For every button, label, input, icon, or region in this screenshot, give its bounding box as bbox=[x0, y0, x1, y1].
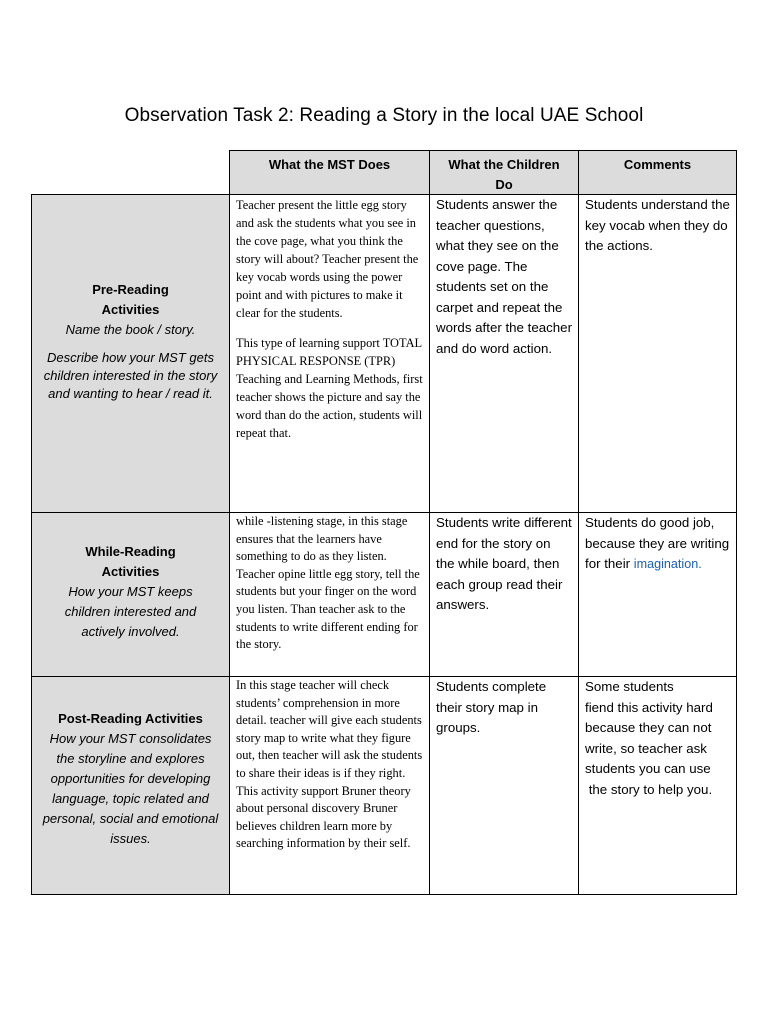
row-label-pre-reading bbox=[31, 194, 230, 513]
row-label-post-reading bbox=[31, 676, 230, 895]
header-children bbox=[429, 150, 579, 195]
pre-reading-heading-1: Pre-Reading bbox=[92, 281, 169, 297]
post-reading-mst bbox=[229, 676, 430, 895]
page-title: Observation Task 2: Reading a Story in the local UAE School bbox=[124, 105, 644, 126]
while-reading-heading-1: While-Reading bbox=[85, 543, 176, 559]
post-reading-children bbox=[429, 676, 579, 895]
pre-reading-children-text: Students answer the teacher questions, what they see on the cove page. The students set on the carpet and repeat the words after the teacher and do word action. bbox=[436, 197, 572, 356]
post-reading-comments-line3: the story to help you. bbox=[585, 781, 713, 797]
header-children-line1: What the Children bbox=[448, 157, 560, 172]
while-reading-comments-blue: imagination. bbox=[633, 557, 702, 571]
pre-reading-mst bbox=[229, 194, 430, 513]
while-reading-children bbox=[429, 512, 579, 677]
header-mst-label: What the MST Does bbox=[268, 157, 391, 172]
post-reading-text-1: How your MST consolidates the storyline and explores opportunities for developing language, topic related and personal, social and emotional issues. bbox=[42, 730, 219, 846]
pre-reading-heading-2: Activities bbox=[101, 301, 160, 317]
header-mst bbox=[229, 150, 430, 195]
pre-reading-text-1: Name the book / story. bbox=[65, 321, 196, 337]
header-children-line2: Do bbox=[495, 177, 513, 192]
while-reading-comments-text: Students do good job, because they are writing for their bbox=[585, 515, 730, 571]
pre-reading-children bbox=[429, 194, 579, 513]
while-reading-mst bbox=[229, 512, 430, 677]
while-reading-mst-text: while -listening stage, in this stage ensures that the learners have something to do as they listen. Teacher opine little egg story, tell the students but your finger on the word you listen. Than teacher ask to the students to write different ending for the story. bbox=[236, 514, 420, 652]
pre-reading-mst-para-2: This type of learning support TOTAL PHYSICAL RESPONSE (TPR) Teaching and Learning Methods, first teacher shows the picture and say the word than do the action, students will repeat that. bbox=[236, 336, 423, 440]
while-reading-comments bbox=[578, 512, 737, 677]
post-reading-heading-1: Post-Reading Activities bbox=[58, 710, 203, 726]
pre-reading-text-2: Describe how your MST gets children interested in the story and wanting to hear / read it. bbox=[43, 349, 218, 401]
pre-reading-comments bbox=[578, 194, 737, 513]
while-reading-text-1: How your MST keeps children interested and actively involved. bbox=[64, 583, 197, 639]
while-reading-heading-2: Activities bbox=[101, 563, 160, 579]
pre-reading-mst-para-1: Teacher present the little egg story and ask the students what you see in the cove page, what you think the story will about? Teacher present the key vocab words using the power point and with pictures to make it clear for the students. bbox=[236, 198, 419, 320]
while-reading-children-text: Students write different end for the story on the while board, then each group read their answers. bbox=[436, 515, 572, 612]
post-reading-mst-text: In this stage teacher will check students’ comprehension in more detail. teacher will give each students story map to write what they figure out, then teacher will ask the students to share their ideas is if they right. This activity support Bruner theory about personal discovery Bruner believes children learn more by searching information by their self. bbox=[236, 678, 423, 851]
post-reading-comments-line2: fiend this activity hard because they can not write, so teacher ask students you can use bbox=[585, 699, 713, 776]
row-label-while-reading bbox=[31, 512, 230, 677]
post-reading-comments-line1: Some students bbox=[585, 679, 674, 694]
header-comments-label: Comments bbox=[623, 157, 692, 172]
header-comments bbox=[578, 150, 737, 195]
post-reading-comments bbox=[578, 676, 737, 895]
pre-reading-comments-text: Students understand the key vocab when they do the actions. bbox=[585, 197, 730, 253]
post-reading-children-text: Students complete their story map in groups. bbox=[436, 679, 547, 735]
